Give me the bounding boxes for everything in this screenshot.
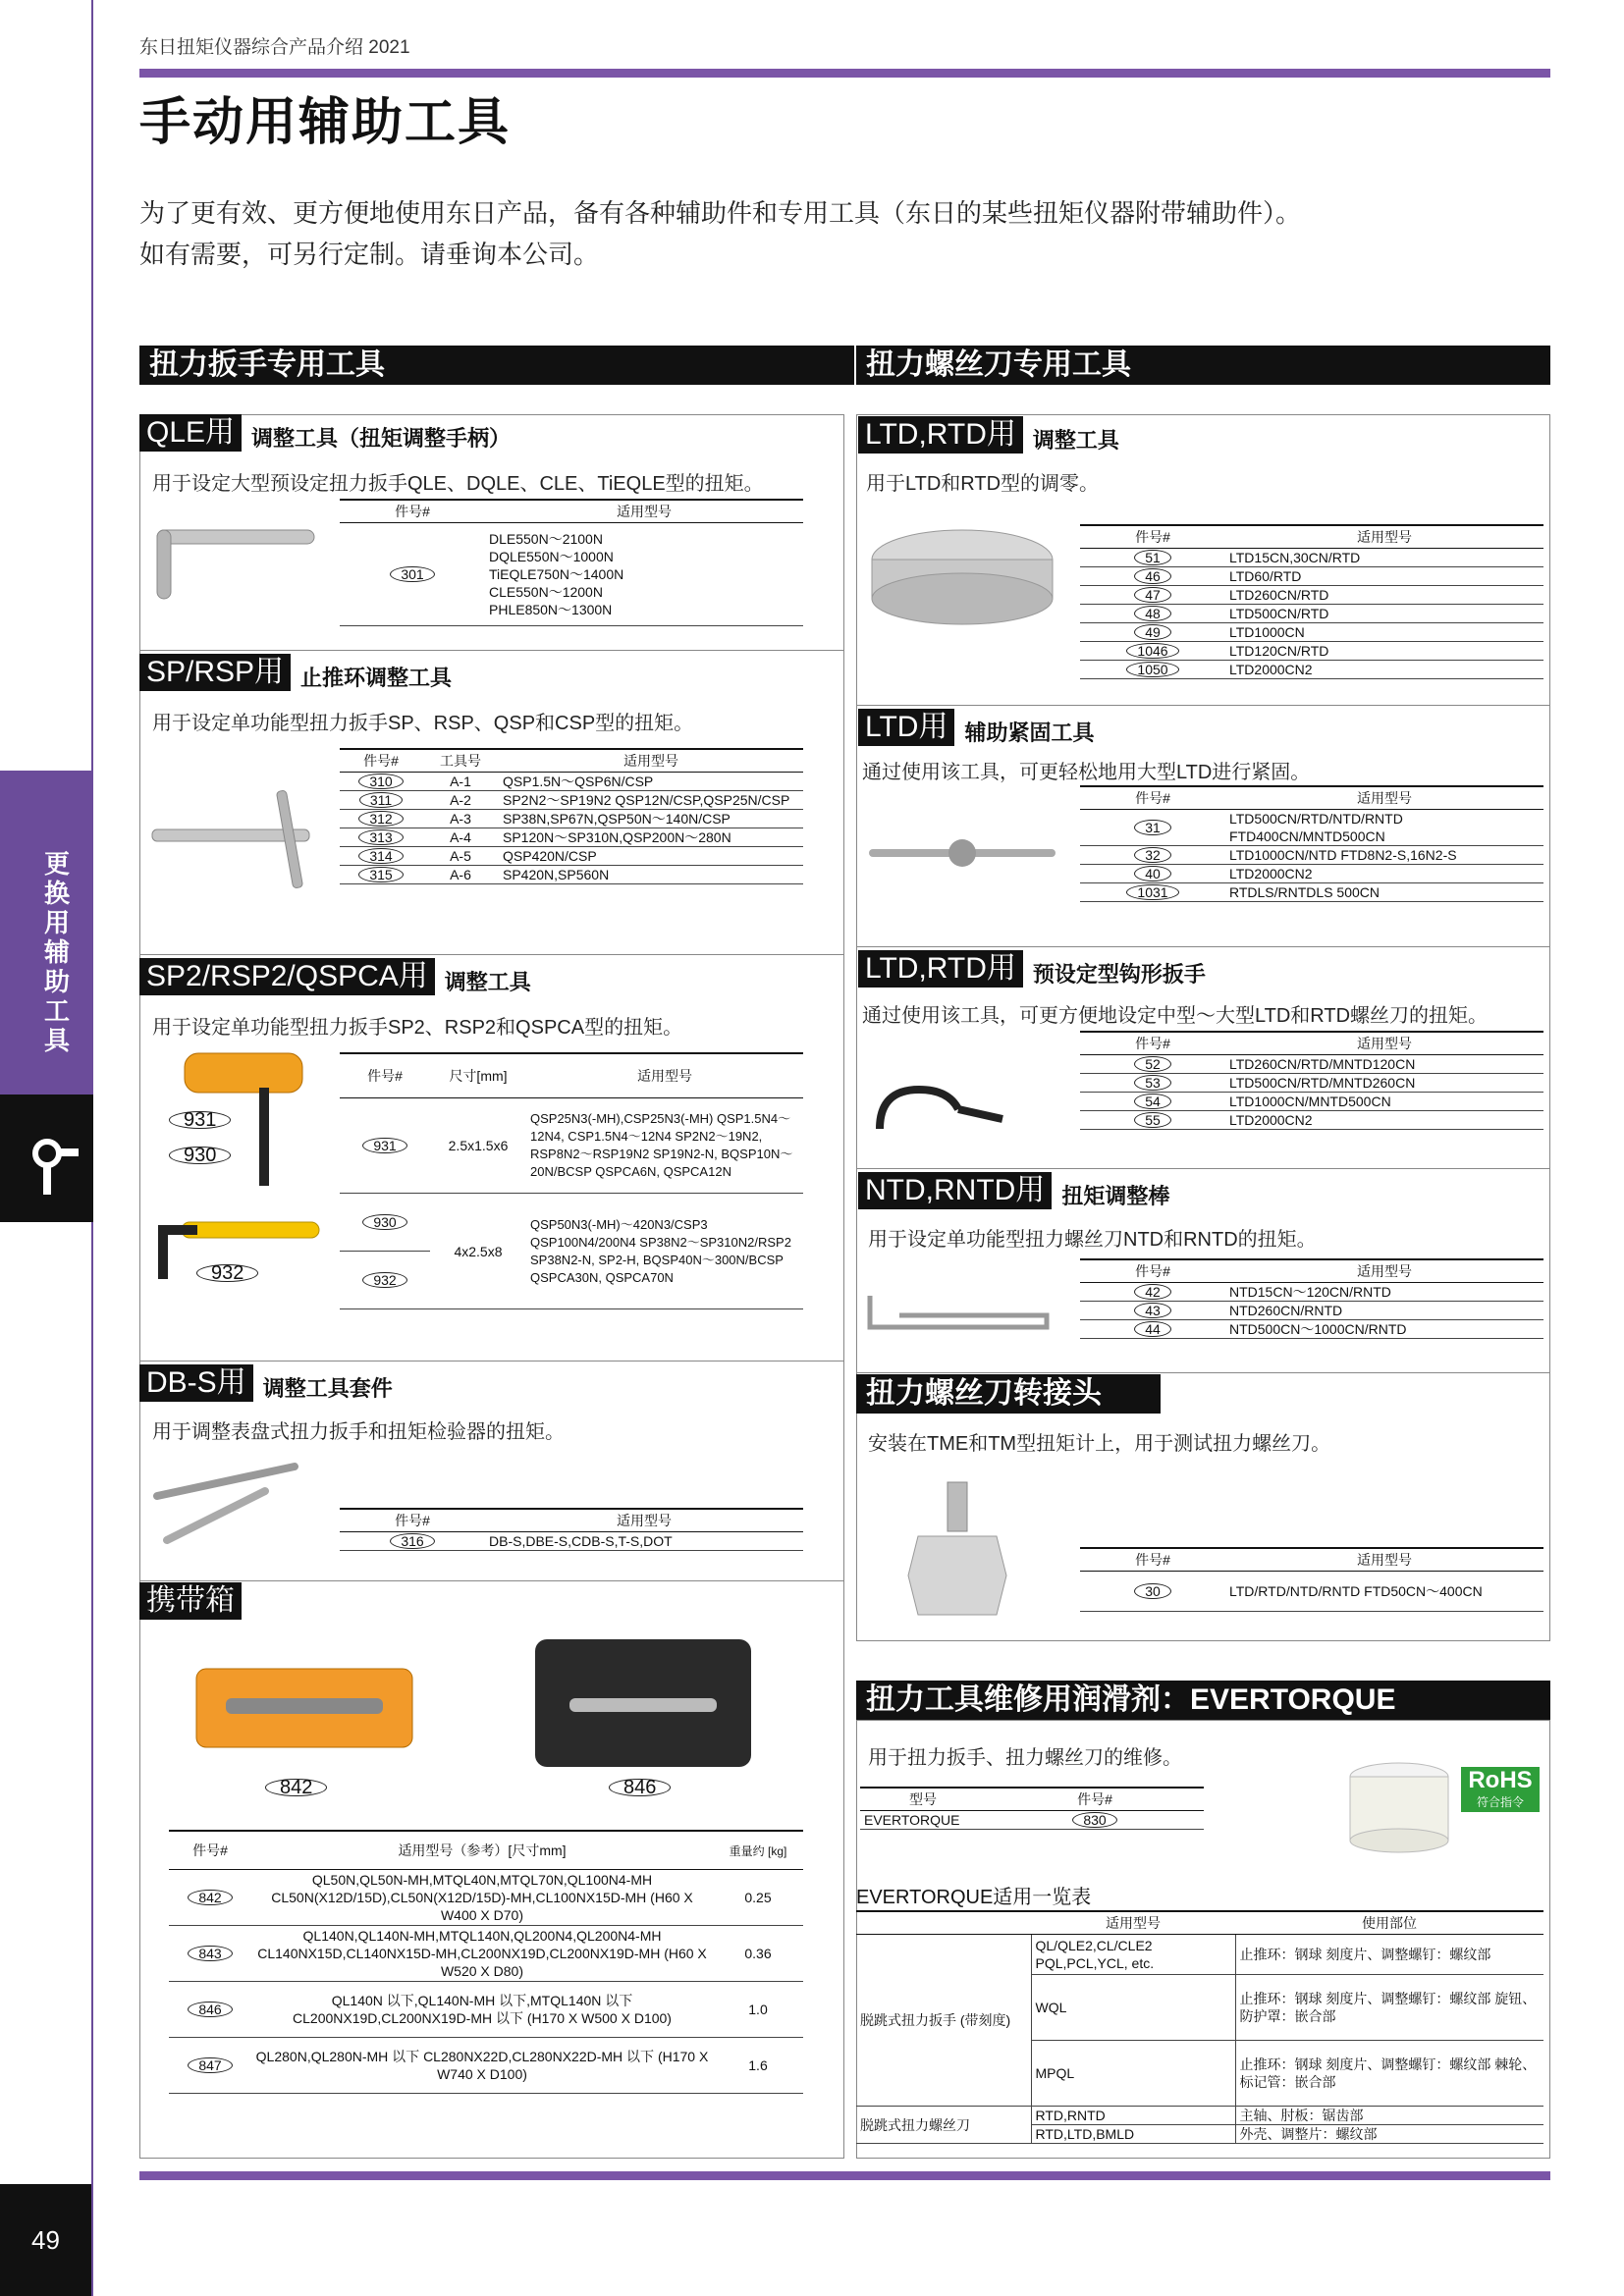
sp2-model: QSP25N3(-MH),CSP25N3(-MH) QSP1.5N4～12N4, CSP1.5N4～12N4 SP2N2～19N2, RSP8N2～RSP19N2 SP19N2-N, BQSP10N～20N/BCSP QSPCA6N, QSPCA12N (526, 1098, 803, 1194)
ltd1-model: LTD15CN,30CN/RTD (1225, 549, 1543, 567)
dbs-header-part: 件号# (340, 1509, 485, 1532)
lube-list-model: RTD,LTD,BMLD (1031, 2125, 1235, 2144)
sp2-part-number: 932 (362, 1272, 406, 1288)
ntd-table (1080, 1258, 1543, 1339)
lube-list-model: WQL (1031, 1975, 1235, 2041)
ltd1-model: LTD60/RTD (1225, 567, 1543, 586)
lube-list-model: RTD,RNTD (1031, 2107, 1235, 2125)
sp2-label-931: 931 (169, 1111, 231, 1131)
ltd1-part-number: 1050 (1126, 662, 1178, 677)
sp2-model: QSP50N3(-MH)～420N3/CSP3 QSP100N4/200N4 SP38N2～SP310N2/RSP2 SP38N2-N, SP2-H, BQSP40N～300N/BCSP QSPCA30N, QSPCA70N (526, 1194, 803, 1309)
sp-header-part: 件号# (340, 749, 422, 773)
sp2-part-number: 931 (362, 1138, 406, 1153)
case-image-842 (187, 1659, 422, 1757)
ltd1-tag: LTD,RTD用 (858, 416, 1023, 454)
ltd3-model: LTD500CN/RTD/MNTD260CN (1225, 1074, 1543, 1093)
ltd2-header-part: 件号# (1080, 786, 1225, 810)
ltd3-part-number: 52 (1134, 1056, 1171, 1072)
adapter-title: 扭力螺丝刀转接头 (856, 1374, 1161, 1414)
dbs-subtitle: 调整工具套件 (262, 1376, 393, 1402)
ltd3-subtitle: 预设定型钩形扳手 (1032, 962, 1206, 988)
ntd-tool-image (860, 1286, 1056, 1335)
ltd1-subtitle: 调整工具 (1032, 428, 1119, 454)
ntd-subtitle: 扭矩调整棒 (1061, 1184, 1170, 1209)
sp2-header-model: 适用型号 (526, 1053, 803, 1098)
dbs-tag: DB-S用 (139, 1364, 253, 1402)
ltd3-part-number: 55 (1134, 1112, 1171, 1128)
qle-model: DLE550N～2100N (489, 531, 603, 547)
intro-line-2: 如有需要，可另行定制。请垂询本公司。 (139, 240, 600, 269)
sp-model: SP120N～SP310N,QSP200N～280N (499, 828, 803, 847)
dbs-tool-image (147, 1457, 304, 1545)
case-heading (139, 1582, 242, 1620)
qle-header-part: 件号# (340, 500, 485, 523)
sp-tool-number: A-5 (422, 847, 499, 866)
lube-header-model: 型号 (860, 1788, 986, 1811)
case-image-846 (530, 1629, 756, 1777)
qle-model: TiEQLE750N～1400N (489, 566, 624, 582)
sp2-subtitle: 调整工具 (444, 970, 531, 995)
intro-line-1: 为了更有效、更方便地使用东日产品，备有各种辅助件和专用工具（东日的某些扭矩仪器附带辅助件）。 (139, 198, 1302, 228)
ltd2-part-number: 31 (1134, 820, 1171, 835)
adapter-part-number: 30 (1134, 1583, 1171, 1599)
ltd3-model: LTD2000CN2 (1225, 1111, 1543, 1130)
sp2-size: 4x2.5x8 (430, 1194, 526, 1309)
adapter-header-part: 件号# (1080, 1548, 1225, 1572)
ltd3-tag: LTD,RTD用 (858, 950, 1023, 988)
qle-header-model: 适用型号 (485, 500, 803, 523)
case-part-number: 842 (188, 1890, 232, 1905)
case-part-number: 843 (188, 1946, 232, 1961)
sp2-header-size: 尺寸[mm] (430, 1053, 526, 1098)
sp-part-number: 312 (358, 811, 403, 827)
ltd2-part-number: 1031 (1126, 884, 1178, 900)
page-header: 东日扭矩仪器综合产品介绍 2021 (139, 37, 410, 58)
adapter-table (1080, 1547, 1543, 1612)
dbs-model: DB-S,DBE-S,CDB-S,T-S,DOT (485, 1532, 803, 1551)
case-model: QL50N,QL50N-MH,MTQL40N,MTQL70N,QL100N4-MH CL50N(X12D/15D),CL50N(X12D/15D)-MH,CL100NX15D-MH (H60 X W400 X D70) (251, 1870, 713, 1926)
sp-tool-number: A-3 (422, 810, 499, 828)
ntd-model: NTD500CN～1000CN/RNTD (1225, 1320, 1543, 1339)
sp-tool-image (147, 785, 334, 893)
ltd2-model: RTDLS/RNTDLS 500CN (1225, 883, 1543, 902)
sp2-label-930: 930 (169, 1147, 231, 1166)
sp-table (340, 748, 803, 884)
ltd1-model: LTD260CN/RTD (1225, 586, 1543, 605)
sp-tag: SP/RSP用 (139, 654, 291, 691)
ntd-header-part: 件号# (1080, 1259, 1225, 1283)
ltd3-heading (858, 950, 1206, 988)
sp-heading (139, 654, 452, 692)
ntd-description: 用于设定单功能型扭力螺丝刀NTD和RNTD的扭矩。 (868, 1229, 1317, 1251)
lube-list-parts: 止推环：钢球 刻度片、调整螺钉：螺纹部 旋钮、防护罩：嵌合部 (1235, 1975, 1543, 2041)
ntd-heading (858, 1172, 1169, 1210)
ltd1-part-number: 49 (1134, 624, 1171, 640)
ltd3-header-model: 适用型号 (1225, 1032, 1543, 1055)
ltd3-part-number: 54 (1134, 1094, 1171, 1109)
lube-list-header-parts: 使用部位 (1235, 1911, 1543, 1935)
qle-description: 用于设定大型预设定扭力扳手QLE、DQLE、CLE、TiEQLE型的扭矩。 (152, 473, 764, 495)
ltd1-part-number: 48 (1134, 606, 1171, 621)
case-header-model: 适用型号（参考）[尺寸mm] (251, 1831, 713, 1870)
case-weight: 1.0 (713, 1982, 803, 2038)
ltd3-tool-image (860, 1070, 1007, 1148)
qle-subtitle: 调整工具（扭矩调整手柄） (251, 426, 512, 452)
left-section-title: 扭力扳手专用工具 (139, 346, 854, 385)
qle-tool-image (147, 520, 324, 609)
lube-title: 扭力工具维修用润滑剂：EVERTORQUE (856, 1681, 1550, 1720)
lube-header-part: 件号# (986, 1788, 1204, 1811)
lube-group: 脱跳式扭力螺丝刀 (856, 2107, 1031, 2144)
sp-header-tool: 工具号 (422, 749, 499, 773)
ltd3-header-part: 件号# (1080, 1032, 1225, 1055)
lube-list-header-model: 适用型号 (1031, 1911, 1235, 1935)
dbs-description: 用于调整表盘式扭力扳手和扭矩检验器的扭矩。 (152, 1421, 565, 1443)
adapter-model: LTD/RTD/NTD/RNTD FTD50CN～400CN (1225, 1572, 1543, 1612)
sp-model: SP38N,SP67N,QSP50N～140N/CSP (499, 810, 803, 828)
ltd2-part-number: 32 (1134, 847, 1171, 863)
ltd2-heading (858, 709, 1094, 747)
lube-list-parts: 外壳、调整片：螺纹部 (1235, 2125, 1543, 2144)
lube-group: 脱跳式扭力扳手 (带刻度) (856, 1935, 1031, 2107)
case-header-part: 件号# (169, 1831, 251, 1870)
sp-part-number: 310 (358, 774, 403, 789)
case-weight: 0.25 (713, 1870, 803, 1926)
ltd1-part-number: 51 (1134, 550, 1171, 565)
sp-subtitle: 止推环调整工具 (300, 666, 453, 691)
sp2-description: 用于设定单功能型扭力扳手SP2、RSP2和QSPCA型的扭矩。 (152, 1017, 683, 1039)
ltd1-header-model: 适用型号 (1225, 525, 1543, 549)
adapter-header-model: 适用型号 (1225, 1548, 1543, 1572)
sp-model: SP2N2～SP19N2 QSP12N/CSP,QSP25N/CSP (499, 791, 803, 810)
ltd1-model: LTD120CN/RTD (1225, 642, 1543, 661)
ntd-tag: NTD,RNTD用 (858, 1172, 1052, 1209)
lube-list-title: EVERTORQUE适用一览表 (856, 1887, 1092, 1908)
ltd2-table (1080, 785, 1543, 902)
case-weight: 1.6 (713, 2038, 803, 2094)
chapter-label: 更换用辅助工具 (43, 849, 70, 1055)
wrench-icon (0, 1095, 93, 1222)
case-part-number: 847 (188, 2057, 232, 2073)
ltd2-description: 通过使用该工具，可更轻松地用大型LTD进行紧固。 (862, 762, 1311, 783)
ntd-part-number: 43 (1134, 1303, 1171, 1318)
intro-text (139, 192, 1301, 275)
dbs-part-number: 316 (390, 1533, 434, 1549)
sp-model: QSP420N/CSP (499, 847, 803, 866)
sp2-label-932: 932 (196, 1264, 258, 1284)
sp2-heading (139, 958, 531, 996)
ltd1-part-number: 47 (1134, 587, 1171, 603)
ltd2-subtitle: 辅助紧固工具 (964, 721, 1095, 746)
case-header-weight: 重量约 [kg] (713, 1831, 803, 1870)
sp-description: 用于设定单功能型扭力扳手SP、RSP、QSP和CSP型的扭矩。 (152, 713, 694, 734)
sp-tool-number: A-4 (422, 828, 499, 847)
top-bar (139, 69, 1550, 78)
ltd1-table (1080, 524, 1543, 679)
ltd2-model: LTD1000CN/NTD FTD8N2-S,16N2-S (1225, 846, 1543, 865)
sp2-header-part: 件号# (340, 1053, 430, 1098)
lube-model: EVERTORQUE (860, 1811, 986, 1830)
qle-model: DQLE550N～1000N (489, 549, 614, 564)
ntd-model: NTD15CN～120CN/RNTD (1225, 1283, 1543, 1302)
sp-tool-number: A-6 (422, 866, 499, 884)
case-title: 携带箱 (139, 1582, 242, 1620)
ltd1-header-part: 件号# (1080, 525, 1225, 549)
dbs-table (340, 1508, 803, 1551)
qle-heading (139, 414, 511, 453)
sp-tool-number: A-1 (422, 773, 499, 791)
ltd3-part-number: 53 (1134, 1075, 1171, 1091)
sp2-table (340, 1052, 803, 1309)
chapter-icon-tab (0, 1095, 93, 1222)
case-table (169, 1830, 803, 2094)
sp-part-number: 311 (359, 792, 403, 808)
right-section-title: 扭力螺丝刀专用工具 (856, 346, 1550, 385)
sp-part-number: 315 (358, 867, 403, 882)
sp-model: SP420N,SP560N (499, 866, 803, 884)
qle-table (340, 499, 803, 626)
ltd2-header-model: 适用型号 (1225, 786, 1543, 810)
lube-table (860, 1787, 1204, 1830)
case-model: QL280N,QL280N-MH 以下 CL280NX22D,CL280NX22D-MH 以下 (H170 X W740 X D100) (251, 2038, 713, 2094)
sp2-tag: SP2/RSP2/QSPCA用 (139, 958, 435, 995)
qle-model: PHLE850N～1300N (489, 602, 613, 617)
ltd1-tool-image (864, 520, 1060, 638)
ltd2-model: LTD2000CN2 (1225, 865, 1543, 883)
case-weight: 0.36 (713, 1926, 803, 1982)
sp-part-number: 314 (358, 848, 403, 864)
ltd2-part-number: 40 (1134, 866, 1171, 881)
ltd1-model: LTD1000CN (1225, 623, 1543, 642)
qle-part-number: 301 (390, 566, 434, 582)
qle-model: CLE550N～1200N (489, 584, 603, 600)
sp2-tool-image-932 (152, 1217, 329, 1296)
ltd1-heading (858, 416, 1119, 454)
lube-jar-image (1345, 1757, 1453, 1855)
lube-list-parts: 主轴、肘板：锯齿部 (1235, 2107, 1543, 2125)
lube-list-model: QL/QLE2,CL/CLE2 PQL,PCL,YCL, etc. (1031, 1935, 1235, 1975)
ltd1-model: LTD500CN/RTD (1225, 605, 1543, 623)
lube-list-table (856, 1910, 1543, 2144)
lube-list-parts: 止推环：钢球 刻度片、调整螺钉：螺纹部 棘轮、标记管：嵌合部 (1235, 2041, 1543, 2107)
ntd-header-model: 适用型号 (1225, 1259, 1543, 1283)
ltd2-tag: LTD用 (858, 709, 954, 746)
sp-tool-number: A-2 (422, 791, 499, 810)
sp2-size: 2.5x1.5x6 (430, 1098, 526, 1194)
sp-part-number: 313 (358, 829, 403, 845)
sp-model: QSP1.5N～QSP6N/CSP (499, 773, 803, 791)
case-label-842: 842 (265, 1779, 327, 1798)
sp-header-model: 适用型号 (499, 749, 803, 773)
ntd-part-number: 42 (1134, 1284, 1171, 1300)
ntd-model: NTD260CN/RNTD (1225, 1302, 1543, 1320)
page-number: 49 (0, 2184, 91, 2296)
ntd-part-number: 44 (1134, 1321, 1171, 1337)
qle-tag: QLE用 (139, 414, 242, 452)
ltd2-tool-image (864, 834, 1060, 874)
case-label-846: 846 (609, 1779, 671, 1798)
ltd1-part-number: 46 (1134, 568, 1171, 584)
adapter-description: 安装在TME和TM型扭矩计上，用于测试扭力螺丝刀。 (868, 1433, 1331, 1455)
bottom-bar (139, 2171, 1550, 2180)
page-title: 手动用辅助工具 (139, 94, 512, 151)
ltd3-table (1080, 1031, 1543, 1130)
case-model: QL140N,QL140N-MH,MTQL140N,QL200N4,QL200N4-MH CL140NX15D,CL140NX15D-MH,CL200NX19D,CL200NX19D-MH (H60 X W520 X D80) (251, 1926, 713, 1982)
lube-list-parts: 止推环：钢球 刻度片、调整螺钉：螺纹部 (1235, 1935, 1543, 1975)
dbs-heading (139, 1364, 393, 1403)
dbs-header-model: 适用型号 (485, 1509, 803, 1532)
rohs-badge: RoHS 符合指令 (1461, 1767, 1540, 1812)
ltd3-model: LTD260CN/RTD/MNTD120CN (1225, 1055, 1543, 1074)
adapter-image (903, 1477, 1011, 1625)
ltd1-part-number: 1046 (1126, 643, 1178, 659)
lube-list-model: MPQL (1031, 2041, 1235, 2107)
case-model: QL140N 以下,QL140N-MH 以下,MTQL140N 以下 CL200NX19D,CL200NX19D-MH 以下 (H170 X W500 X D100) (251, 1982, 713, 2038)
ltd1-description: 用于LTD和RTD型的调零。 (866, 473, 1100, 495)
lube-description: 用于扭力扳手、扭力螺丝刀的维修。 (868, 1747, 1182, 1769)
ltd2-model: LTD500CN/RTD/NTD/RNTD FTD400CN/MNTD500CN (1225, 810, 1543, 846)
ltd3-description: 通过使用该工具，可更方便地设定中型～大型LTD和RTD螺丝刀的扭矩。 (862, 1005, 1489, 1027)
ltd1-model: LTD2000CN2 (1225, 661, 1543, 679)
lube-part-number: 830 (1072, 1812, 1116, 1828)
sp2-part-number: 930 (362, 1214, 406, 1230)
case-part-number: 846 (188, 2002, 232, 2017)
ltd3-model: LTD1000CN/MNTD500CN (1225, 1093, 1543, 1111)
